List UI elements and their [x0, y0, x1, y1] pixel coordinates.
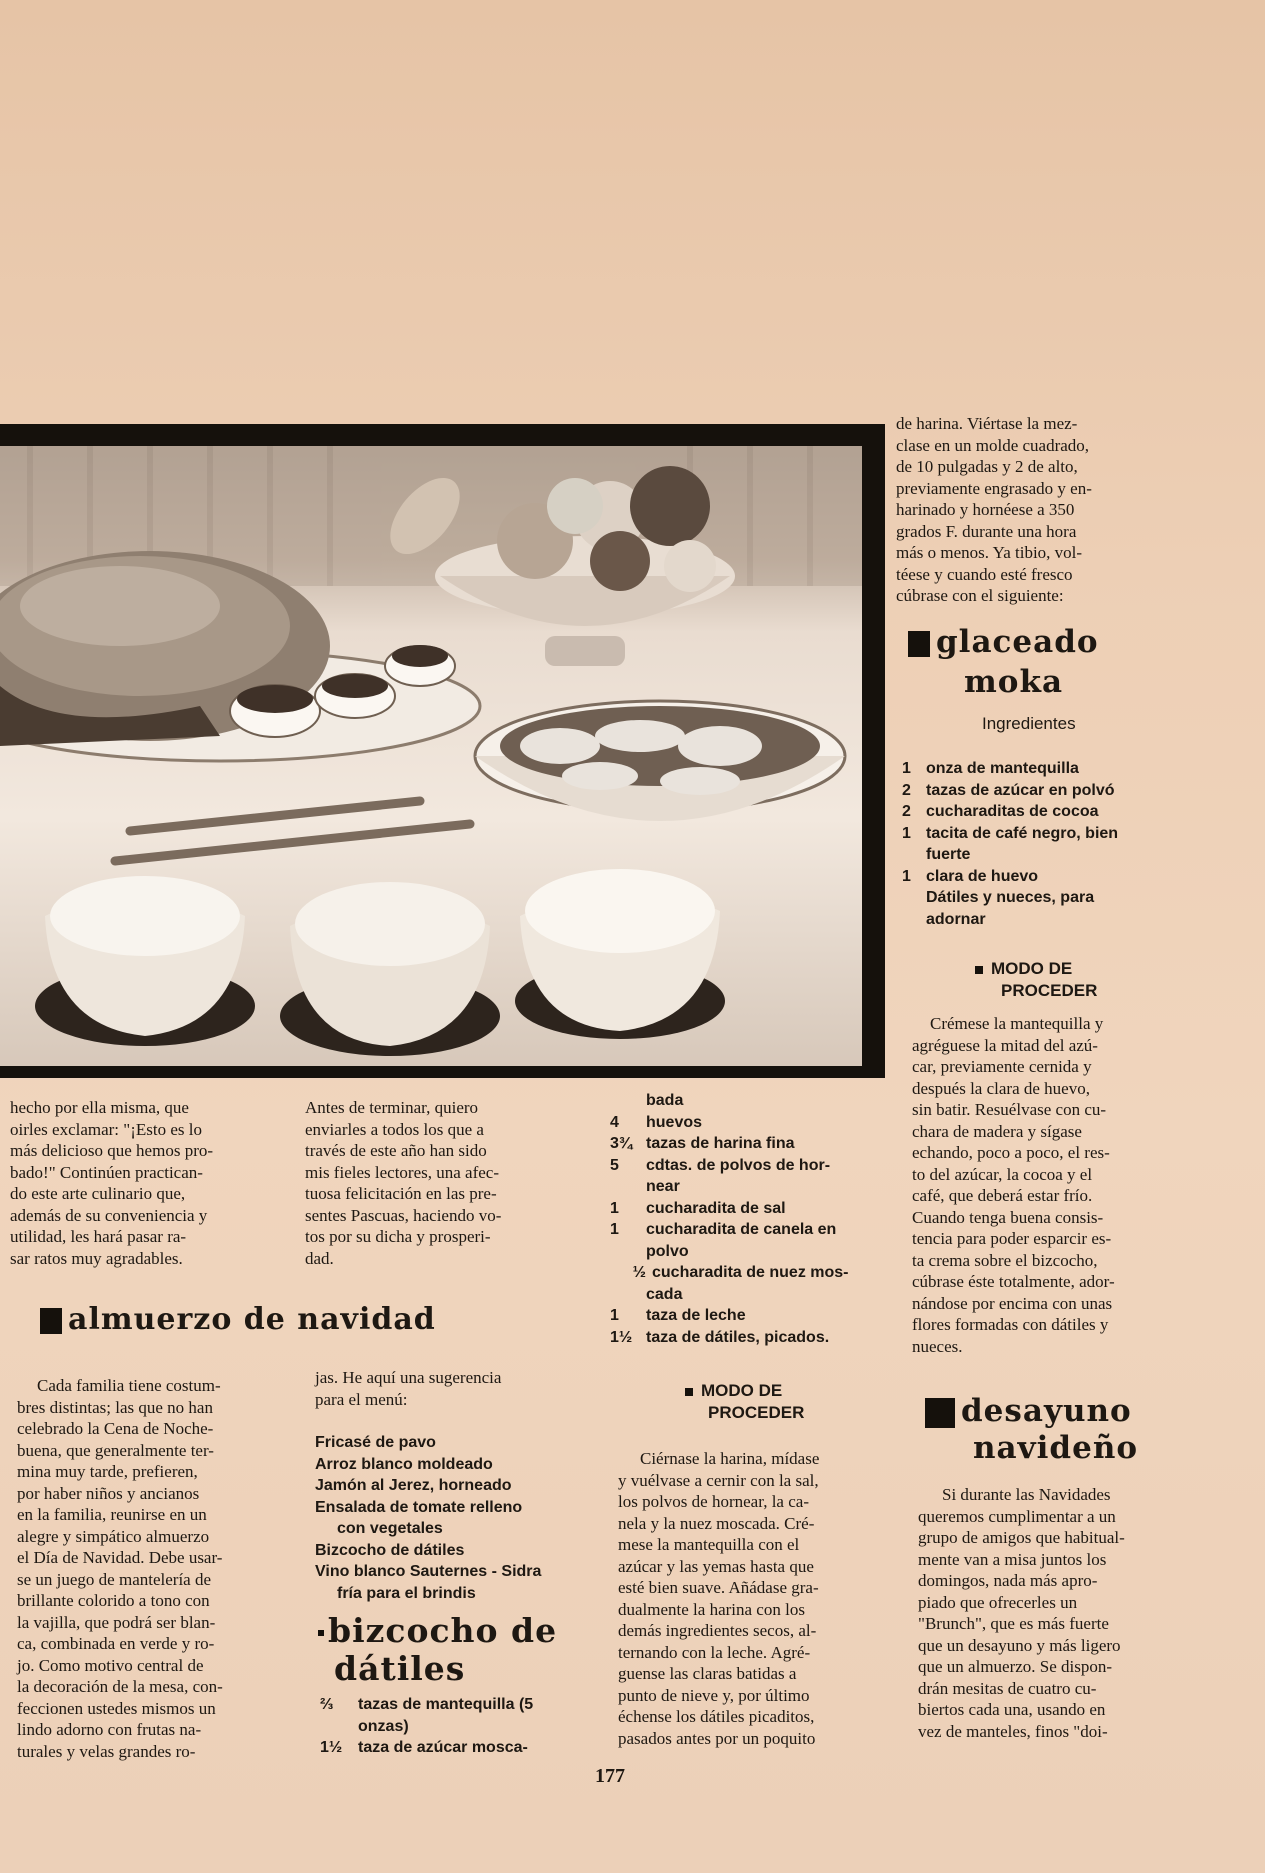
text-line: feccionen ustedes mismos un — [17, 1698, 216, 1718]
text-line: Crémese la mantequilla y — [930, 1014, 1104, 1033]
modo-line1: MODO DE — [701, 1381, 783, 1400]
text-line: nándose por encima con unas — [912, 1293, 1113, 1313]
text-line: más o menos. Ya tibio, vol- — [896, 543, 1083, 562]
text-line: y vuélvase a cernir con la sal, — [618, 1470, 819, 1490]
menu-item: fría para el brindis — [337, 1584, 476, 1602]
ingredient-qty: 1½ — [610, 1328, 633, 1346]
text-line: por haber niños y ancianos — [17, 1483, 200, 1503]
ingredient-line — [610, 1176, 895, 1198]
text-line: enviarles a todos los que a — [305, 1119, 484, 1139]
text-line: para el menú: — [315, 1389, 408, 1409]
ingredient-text: onzas) — [358, 1717, 409, 1735]
text-line: echando, poco a poco, el res- — [912, 1143, 1110, 1162]
ingredient-qty — [610, 1241, 646, 1263]
ingredient-qty: 1 — [610, 1221, 619, 1238]
menu-item: Fricasé de pavo — [315, 1434, 436, 1451]
ingredient-line — [902, 844, 1187, 866]
ingredientes-label: Ingredientes — [982, 714, 1076, 733]
menu-item: con vegetales — [337, 1520, 443, 1537]
text-line: la decoración de la mesa, con- — [17, 1677, 223, 1696]
ingredient-line — [610, 1262, 895, 1284]
text-line: oirles exclamar: "¡Esto es lo — [10, 1119, 202, 1139]
text-line: flores formadas con dátiles y — [912, 1315, 1109, 1334]
almuerzo-col1-text — [17, 1375, 295, 1762]
ingredient-line — [902, 780, 1187, 802]
ingredient-qty: 1 — [610, 1307, 619, 1324]
text-line: previamente engrasado y en- — [896, 478, 1092, 498]
menu-item: Arroz blanco moldeado — [315, 1455, 493, 1473]
text-line: clase en un molde cuadrado, — [896, 435, 1090, 455]
bizcocho-modo-heading — [685, 1380, 835, 1423]
menu-item: Jamón al Jerez, horneado — [315, 1477, 512, 1494]
desayuno-heading — [925, 1393, 1138, 1467]
text-line: en la familia, reunirse en un — [17, 1505, 207, 1524]
text-line: jo. Como motivo central de — [17, 1655, 204, 1675]
text-line: "Brunch", que es más fuerte — [918, 1614, 1109, 1633]
glaceado-title-1: glaceado — [936, 624, 1099, 660]
ingredient-line — [610, 1241, 895, 1263]
heading-bullet-icon — [685, 1388, 693, 1396]
menu-item: Bizcocho de dátiles — [315, 1541, 465, 1559]
ingredient-qty: 2 — [902, 781, 911, 799]
glaceado-heading — [908, 622, 1099, 702]
text-line: que un desayuno y más ligero — [918, 1635, 1121, 1655]
text-line: échense los dátiles picaditos, — [618, 1707, 815, 1726]
text-line: después la clara de huevo, — [912, 1078, 1090, 1098]
text-line: lindo adorno con frutas na- — [17, 1720, 202, 1739]
text-line: azúcar y las yemas hasta que — [618, 1556, 814, 1576]
ingredient-text: taza de azúcar mosca- — [358, 1739, 528, 1756]
text-line: queremos cumplimentar a un — [918, 1506, 1116, 1526]
ingredient-line — [610, 1219, 895, 1241]
text-line: car, previamente cernida y — [912, 1057, 1092, 1076]
text-line: además de su conveniencia y — [10, 1205, 208, 1225]
text-line: sentes Pascuas, haciendo vo- — [305, 1205, 502, 1225]
ingredient-line — [610, 1090, 895, 1112]
ingredient-qty: ⅔ — [320, 1696, 334, 1713]
ingredient-text: tazas de azúcar en polvó — [926, 781, 1115, 799]
text-line: utilidad, les hará pasar ra- — [10, 1227, 187, 1246]
text-line: hecho por ella misma, que — [10, 1098, 189, 1117]
text-line: grados F. durante una hora — [896, 521, 1077, 541]
text-line: grupo de amigos que habitual- — [918, 1528, 1125, 1547]
ingredient-qty — [610, 1176, 646, 1198]
ingredient-text: cdtas. de polvos de hor- — [646, 1156, 831, 1174]
glaceado-steps — [912, 1013, 1188, 1357]
ingredient-qty: 1 — [610, 1199, 619, 1217]
ingredient-text: Dátiles y nueces, para — [926, 889, 1095, 906]
modo-line2: PROCEDER — [708, 1402, 805, 1422]
heading-bullet-icon — [318, 1630, 324, 1636]
text-line: guense las claras batidas a — [618, 1664, 797, 1683]
text-line: domingos, nada más apro- — [918, 1571, 1098, 1590]
text-line: punto de nieve y, por último — [618, 1685, 810, 1705]
ingredient-text: cucharadita de sal — [646, 1199, 786, 1217]
ingredient-text: cucharadita de nuez mos- — [652, 1264, 849, 1281]
text-line: bado!" Continúen practican- — [10, 1162, 203, 1182]
text-line: sin batir. Resuélvase con cu- — [912, 1100, 1107, 1119]
ingredient-line — [902, 866, 1187, 888]
page-number: 177 — [595, 1765, 625, 1787]
ingredient-line — [610, 1155, 895, 1177]
ingredient-text: clara de huevo — [926, 867, 1039, 885]
almuerzo-title: almuerzo de navidad — [68, 1302, 436, 1337]
ingredient-qty: 1 — [902, 824, 911, 842]
modo-line2: PROCEDER — [1001, 980, 1098, 1000]
ingredient-qty: 2 — [902, 803, 911, 820]
desayuno-title-2: navideño — [973, 1430, 1139, 1466]
text-line: la vajilla, que podrá ser blan- — [17, 1612, 216, 1632]
bizcocho-title-1: bizcocho de — [328, 1611, 558, 1650]
ingredient-qty: 5 — [610, 1156, 619, 1174]
text-line: través de este año han sido — [305, 1141, 487, 1160]
ingredient-qty — [902, 887, 926, 909]
text-line: tos por su dicha y prosperi- — [305, 1227, 491, 1246]
menu-list — [315, 1432, 600, 1604]
ingredient-qty: 1½ — [320, 1739, 343, 1756]
almuerzo-heading — [40, 1302, 436, 1338]
text-line: esté bien suave. Añádase gra- — [618, 1578, 819, 1597]
ingredient-qty: ½ — [632, 1264, 646, 1281]
ingredient-line — [320, 1694, 605, 1716]
menu-item: Vino blanco Sauternes - Sidra — [315, 1563, 542, 1580]
text-line: brillante colorido a tono con — [17, 1591, 210, 1610]
bizcocho-heading — [318, 1612, 557, 1688]
ingredient-qty — [902, 844, 926, 866]
text-line: chara de madera y sígase — [912, 1121, 1082, 1141]
text-line: drán mesitas de cuatro cu- — [918, 1678, 1097, 1698]
bizcocho-steps — [618, 1448, 896, 1749]
text-line: tuosa felicitación en las pre- — [305, 1184, 497, 1203]
ingredient-line — [902, 758, 1187, 780]
text-line: cúbrase con el siguiente: — [896, 586, 1064, 605]
text-line: sar ratos muy agradables. — [10, 1248, 183, 1268]
text-line: to del azúcar, la cocoa y el — [912, 1164, 1093, 1184]
ingredient-qty — [610, 1090, 646, 1112]
menu-item: Ensalada de tomate relleno — [315, 1498, 523, 1516]
ingredient-line — [610, 1198, 895, 1220]
col1-top-text — [10, 1097, 288, 1269]
text-line: turales y velas grandes ro- — [17, 1741, 196, 1761]
ingredient-text: tacita de café negro, bien — [926, 824, 1119, 842]
text-line: alegre y simpático almuerzo — [17, 1526, 210, 1546]
text-line: piado que ofrecerles un — [918, 1592, 1078, 1612]
ingredient-qty: 3¾ — [610, 1135, 633, 1152]
ingredient-qty: 1 — [902, 867, 911, 885]
text-line: Ciérnase la harina, mídase — [640, 1449, 820, 1468]
ingredient-line — [902, 887, 1187, 909]
text-line: Antes de terminar, quiero — [305, 1098, 479, 1117]
ingredient-line — [610, 1112, 895, 1134]
bizcocho-title-2: dátiles — [334, 1649, 466, 1688]
text-line: vez de manteles, finos "doi- — [918, 1721, 1108, 1741]
holiday-dinner-photo — [0, 446, 862, 1066]
text-line: se un juego de mantelería de — [17, 1569, 212, 1589]
ingredient-line — [320, 1716, 605, 1738]
text-line: téese y cuando esté fresco — [896, 564, 1073, 584]
ingredient-line — [320, 1737, 605, 1759]
text-line: café, que deberá estar frío. — [912, 1186, 1093, 1205]
text-line: ta crema sobre el bizcocho, — [912, 1250, 1098, 1270]
ingredient-text: adornar — [926, 910, 986, 928]
ingredient-line — [610, 1305, 895, 1327]
bizcocho-steps-continued — [896, 413, 1174, 607]
text-line: nueces. — [912, 1336, 963, 1356]
text-line: nela y la nuez moscada. Cré- — [618, 1513, 815, 1533]
text-line: buena, que generalmente ter- — [17, 1440, 214, 1460]
col2-top-text — [305, 1097, 585, 1269]
ingredient-text: near — [646, 1178, 680, 1195]
ingredient-qty — [320, 1716, 344, 1738]
text-line: dualmente la harina con los — [618, 1599, 805, 1619]
text-line: ternando con la leche. Agré- — [618, 1642, 811, 1662]
heading-bullet-icon — [925, 1398, 955, 1428]
heading-bullet-icon — [40, 1308, 62, 1334]
photo-frame — [0, 424, 885, 1078]
text-line: de 10 pulgadas y 2 de alto, — [896, 457, 1078, 476]
text-line: pasados antes por un poquito — [618, 1728, 816, 1748]
ingredient-text: polvo — [646, 1242, 689, 1260]
ingredient-line — [902, 823, 1187, 845]
text-line: demás ingredientes secos, al- — [618, 1621, 817, 1640]
ingredient-text: onza de mantequilla — [926, 760, 1079, 777]
text-line: agréguese la mitad del azú- — [912, 1035, 1098, 1055]
ingredient-qty — [902, 909, 926, 931]
almuerzo-col2-intro — [315, 1367, 595, 1410]
ingredient-text: cucharadita de canela en — [646, 1221, 837, 1238]
ingredient-text: taza de dátiles, picados. — [646, 1328, 830, 1346]
text-line: tencia para poder esparcir es- — [912, 1229, 1112, 1248]
text-line: Si durante las Navidades — [942, 1485, 1111, 1504]
text-line: mese la mantequilla con el — [618, 1535, 800, 1554]
bizcocho-ingredients-col3 — [610, 1090, 895, 1348]
text-line: de harina. Viértase la mez- — [896, 414, 1078, 433]
bizcocho-ingredients-col2 — [320, 1694, 605, 1759]
text-line: ca, combinada en verde y ro- — [17, 1634, 215, 1653]
text-line: jas. He aquí una sugerencia — [315, 1368, 502, 1387]
text-line: mis fieles lectores, una afec- — [305, 1162, 499, 1182]
glaceado-modo-heading — [975, 958, 1145, 1001]
text-line: mente van a misa juntos los — [918, 1549, 1107, 1569]
ingredient-line — [610, 1133, 895, 1155]
text-line: biertos cada una, usando en — [918, 1700, 1106, 1719]
text-line: que un almuerzo. Se dispon- — [918, 1657, 1113, 1676]
modo-line1: MODO DE — [991, 959, 1073, 978]
ingredient-line — [610, 1284, 895, 1306]
text-line: los polvos de hornear, la ca- — [618, 1492, 809, 1511]
ingredient-text: tazas de mantequilla (5 — [358, 1696, 534, 1713]
text-line: cúbrase éste totalmente, ador- — [912, 1272, 1115, 1291]
ingredient-line — [902, 801, 1187, 823]
ingredient-text: fuerte — [926, 846, 971, 863]
ingredient-text: cada — [646, 1285, 683, 1303]
ingredient-line — [610, 1327, 895, 1349]
text-line: Cuando tenga buena consis- — [912, 1207, 1104, 1227]
text-line: do este arte culinario que, — [10, 1184, 186, 1203]
glaceado-ingredients — [902, 758, 1187, 930]
text-line: celebrado la Cena de Noche- — [17, 1419, 214, 1438]
text-line: dad. — [305, 1248, 334, 1268]
ingredient-text: bada — [646, 1092, 684, 1109]
ingredient-qty: 4 — [610, 1113, 619, 1131]
heading-bullet-icon — [908, 631, 930, 657]
ingredient-line — [902, 909, 1187, 931]
text-line: Cada familia tiene costum- — [37, 1376, 221, 1395]
text-line: bres distintas; las que no han — [17, 1397, 213, 1417]
ingredient-qty: 1 — [902, 760, 911, 777]
text-line: harinado y hornéese a 350 — [896, 500, 1075, 519]
ingredient-text: tazas de harina fina — [646, 1135, 795, 1152]
heading-bullet-icon — [975, 966, 983, 974]
ingredient-text: taza de leche — [646, 1307, 746, 1324]
ingredient-qty — [610, 1284, 646, 1306]
glaceado-title-2: moka — [964, 664, 1064, 700]
ingredient-text: cucharaditas de cocoa — [926, 803, 1099, 820]
text-line: mina muy tarde, prefieren, — [17, 1462, 198, 1481]
desayuno-title-1: desayuno — [961, 1393, 1132, 1429]
desayuno-text — [918, 1484, 1196, 1742]
text-line: el Día de Navidad. Debe usar- — [17, 1548, 223, 1567]
text-line: más delicioso que hemos pro- — [10, 1141, 214, 1160]
ingredient-text: huevos — [646, 1113, 703, 1131]
